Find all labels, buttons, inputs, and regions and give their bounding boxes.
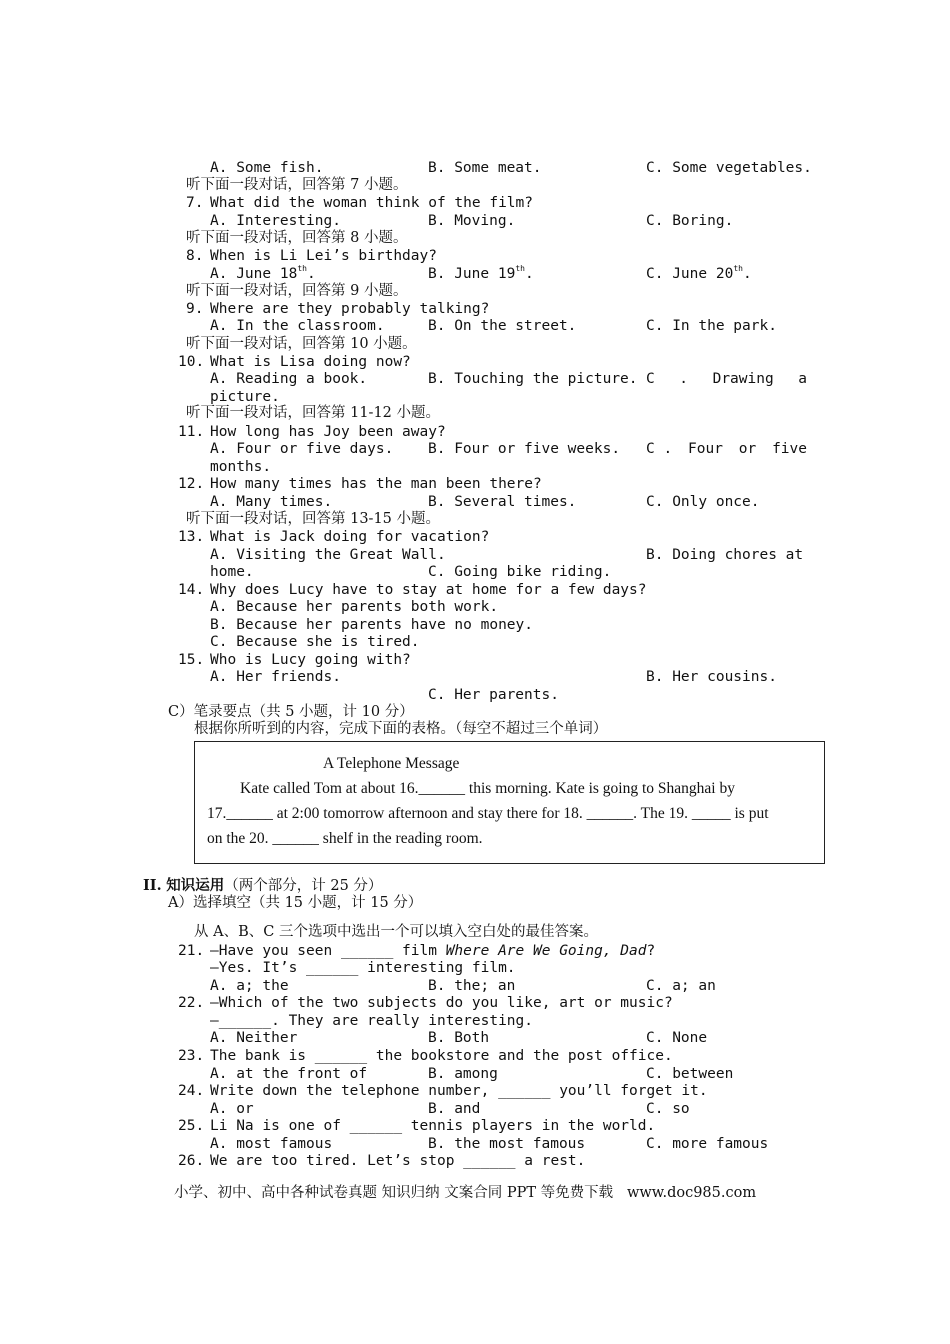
q23-option-a: A. at the front of <box>210 1066 368 1082</box>
q14-question: Why does Lucy have to stay at home for a few days? <box>210 582 647 598</box>
q21-line-1: —Have you seen ______ film Where Are We Going, Dad? <box>210 943 656 959</box>
q11-option-a: A. Four or five days. <box>210 441 394 457</box>
q9-option-a: A. In the classroom. <box>210 318 385 334</box>
q8-option-c: C. June 20th. <box>646 264 752 282</box>
q24-line-1: Write down the telephone number, ______ you’ll forget it. <box>210 1083 708 1099</box>
q7-option-b: B. Moving. <box>428 213 516 229</box>
q9-question: Where are they probably talking? <box>210 301 490 317</box>
q7-number: 7. <box>186 195 204 211</box>
q12-option-a: A. Many times. <box>210 494 333 510</box>
q26-number: 26. <box>178 1153 205 1169</box>
q23-number: 23. <box>178 1048 205 1064</box>
part-2-sub-a: A）选择填空（共 15 小题，计 15 分） <box>168 895 423 911</box>
section-c-instruction: 根据你所听到的内容，完成下面的表格。（每空不超过三个单词） <box>194 721 608 737</box>
q15-number: 15. <box>178 652 205 668</box>
q22-line-1: —Which of the two subjects do you like, art or music? <box>210 995 673 1011</box>
q22-option-c: C. None <box>646 1030 708 1046</box>
q14-option-c: C. Because she is tired. <box>210 634 420 650</box>
q6-option-c: C. Some vegetables. <box>646 160 812 176</box>
q23-line-1: The bank is ______ the bookstore and the post office. <box>210 1048 673 1064</box>
message-line-3: on the 20. ______ shelf in the reading room. <box>207 830 483 847</box>
q14-number: 14. <box>178 582 205 598</box>
q9-number: 9. <box>186 301 204 317</box>
q15-option-b: B. Her cousins. <box>646 669 777 685</box>
q15-question: Who is Lucy going with? <box>210 652 411 668</box>
q24-option-b: B. and <box>428 1101 481 1117</box>
q11-option-c: C . Four or five <box>646 441 807 457</box>
q6-option-b: B. Some meat. <box>428 160 542 176</box>
q13-question: What is Jack doing for vacation? <box>210 529 490 545</box>
q8-instruction: 听下面一段对话，回答第 8 小题。 <box>186 230 408 246</box>
q24-option-c: C. so <box>646 1101 690 1117</box>
q21-line-2: —Yes. It’s ______ interesting film. <box>210 960 516 976</box>
q23-option-b: B. among <box>428 1066 498 1082</box>
q13-option-a: A. Visiting the Great Wall. <box>210 547 446 563</box>
q26-line-1: We are too tired. Let’s stop ______ a rest. <box>210 1153 586 1169</box>
q15-option-a: A. Her friends. <box>210 669 341 685</box>
part-2-instruction: 从 A、B、C 三个选项中选出一个可以填入空白处的最佳答案。 <box>194 924 598 940</box>
q10-number: 10. <box>178 354 205 370</box>
q22-number: 22. <box>178 995 205 1011</box>
q21-option-b: B. the; an <box>428 978 516 994</box>
q15-option-c: C. Her parents. <box>428 687 559 703</box>
q9-instruction: 听下面一段对话，回答第 9 小题。 <box>186 283 408 299</box>
section-c-heading: C）笔录要点（共 5 小题，计 10 分） <box>168 704 414 720</box>
q8-option-a: A. June 18th. <box>210 264 316 282</box>
q25-option-b: B. the most famous <box>428 1136 586 1152</box>
q11-number: 11. <box>178 424 205 440</box>
q11-option-c-wrap: months. <box>210 459 272 475</box>
q10-option-c: C . Drawing a <box>646 371 807 387</box>
q8-option-b: B. June 19th. <box>428 264 534 282</box>
q12-option-c: C. Only once. <box>646 494 760 510</box>
q14-option-a: A. Because her parents both work. <box>210 599 499 615</box>
q13-number: 13. <box>178 529 205 545</box>
q13-option-b-wrap: home. <box>210 564 254 580</box>
q22-option-b: B. Both <box>428 1030 490 1046</box>
q10-option-b: B. Touching the picture. <box>428 371 638 387</box>
q9-option-b: B. On the street. <box>428 318 577 334</box>
q7-option-a: A. Interesting. <box>210 213 341 229</box>
q25-line-1: Li Na is one of ______ tennis players in the world. <box>210 1118 656 1134</box>
page-footer: 小学、初中、高中各种试卷真题 知识归纳 文案合同 PPT 等免费下载 www.doc985.com <box>174 1185 757 1201</box>
message-line-1: Kate called Tom at about 16.______ this morning. Kate is going to Shanghai by <box>240 780 735 797</box>
q21-number: 21. <box>178 943 205 959</box>
q10-option-c-wrap: picture. <box>210 389 280 405</box>
q7-option-c: C. Boring. <box>646 213 734 229</box>
q21-option-c: C. a; an <box>646 978 716 994</box>
q13-option-c: C. Going bike riding. <box>428 564 612 580</box>
q13-instruction: 听下面一段对话，回答第 13-15 小题。 <box>186 511 441 527</box>
q8-question: When is Li Lei’s birthday? <box>210 248 437 264</box>
q12-option-b: B. Several times. <box>428 494 577 510</box>
q11-question: How long has Joy been away? <box>210 424 446 440</box>
q10-question: What is Lisa doing now? <box>210 354 411 370</box>
part-2-heading: II. 知识运用（两个部分，计 25 分） <box>143 877 383 894</box>
q8-number: 8. <box>186 248 204 264</box>
q7-question: What did the woman think of the film? <box>210 195 534 211</box>
q12-question: How many times has the man been there? <box>210 476 542 492</box>
q25-option-c: C. more famous <box>646 1136 769 1152</box>
q22-option-a: A. Neither <box>210 1030 298 1046</box>
q25-option-a: A. most famous <box>210 1136 333 1152</box>
q13-option-b: B. Doing chores at <box>646 547 804 563</box>
q22-line-2: —______. They are really interesting. <box>210 1013 534 1029</box>
q24-option-a: A. or <box>210 1101 254 1117</box>
q10-option-a: A. Reading a book. <box>210 371 368 387</box>
q7-instruction: 听下面一段对话，回答第 7 小题。 <box>186 177 408 193</box>
q11-option-b: B. Four or five weeks. <box>428 441 621 457</box>
q11-instruction: 听下面一段对话，回答第 11-12 小题。 <box>186 405 441 421</box>
q24-number: 24. <box>178 1083 205 1099</box>
q25-number: 25. <box>178 1118 205 1134</box>
message-title: A Telephone Message <box>323 755 460 772</box>
q14-option-b: B. Because her parents have no money. <box>210 617 534 633</box>
q21-option-a: A. a; the <box>210 978 289 994</box>
q23-option-c: C. between <box>646 1066 734 1082</box>
q6-option-a: A. Some fish. <box>210 160 324 176</box>
message-line-2: 17.______ at 2:00 tomorrow afternoon and stay there for 18. ______. The 19. _____ is put <box>207 805 769 822</box>
q9-option-c: C. In the park. <box>646 318 777 334</box>
q12-number: 12. <box>178 476 205 492</box>
q10-instruction: 听下面一段对话，回答第 10 小题。 <box>186 336 417 352</box>
